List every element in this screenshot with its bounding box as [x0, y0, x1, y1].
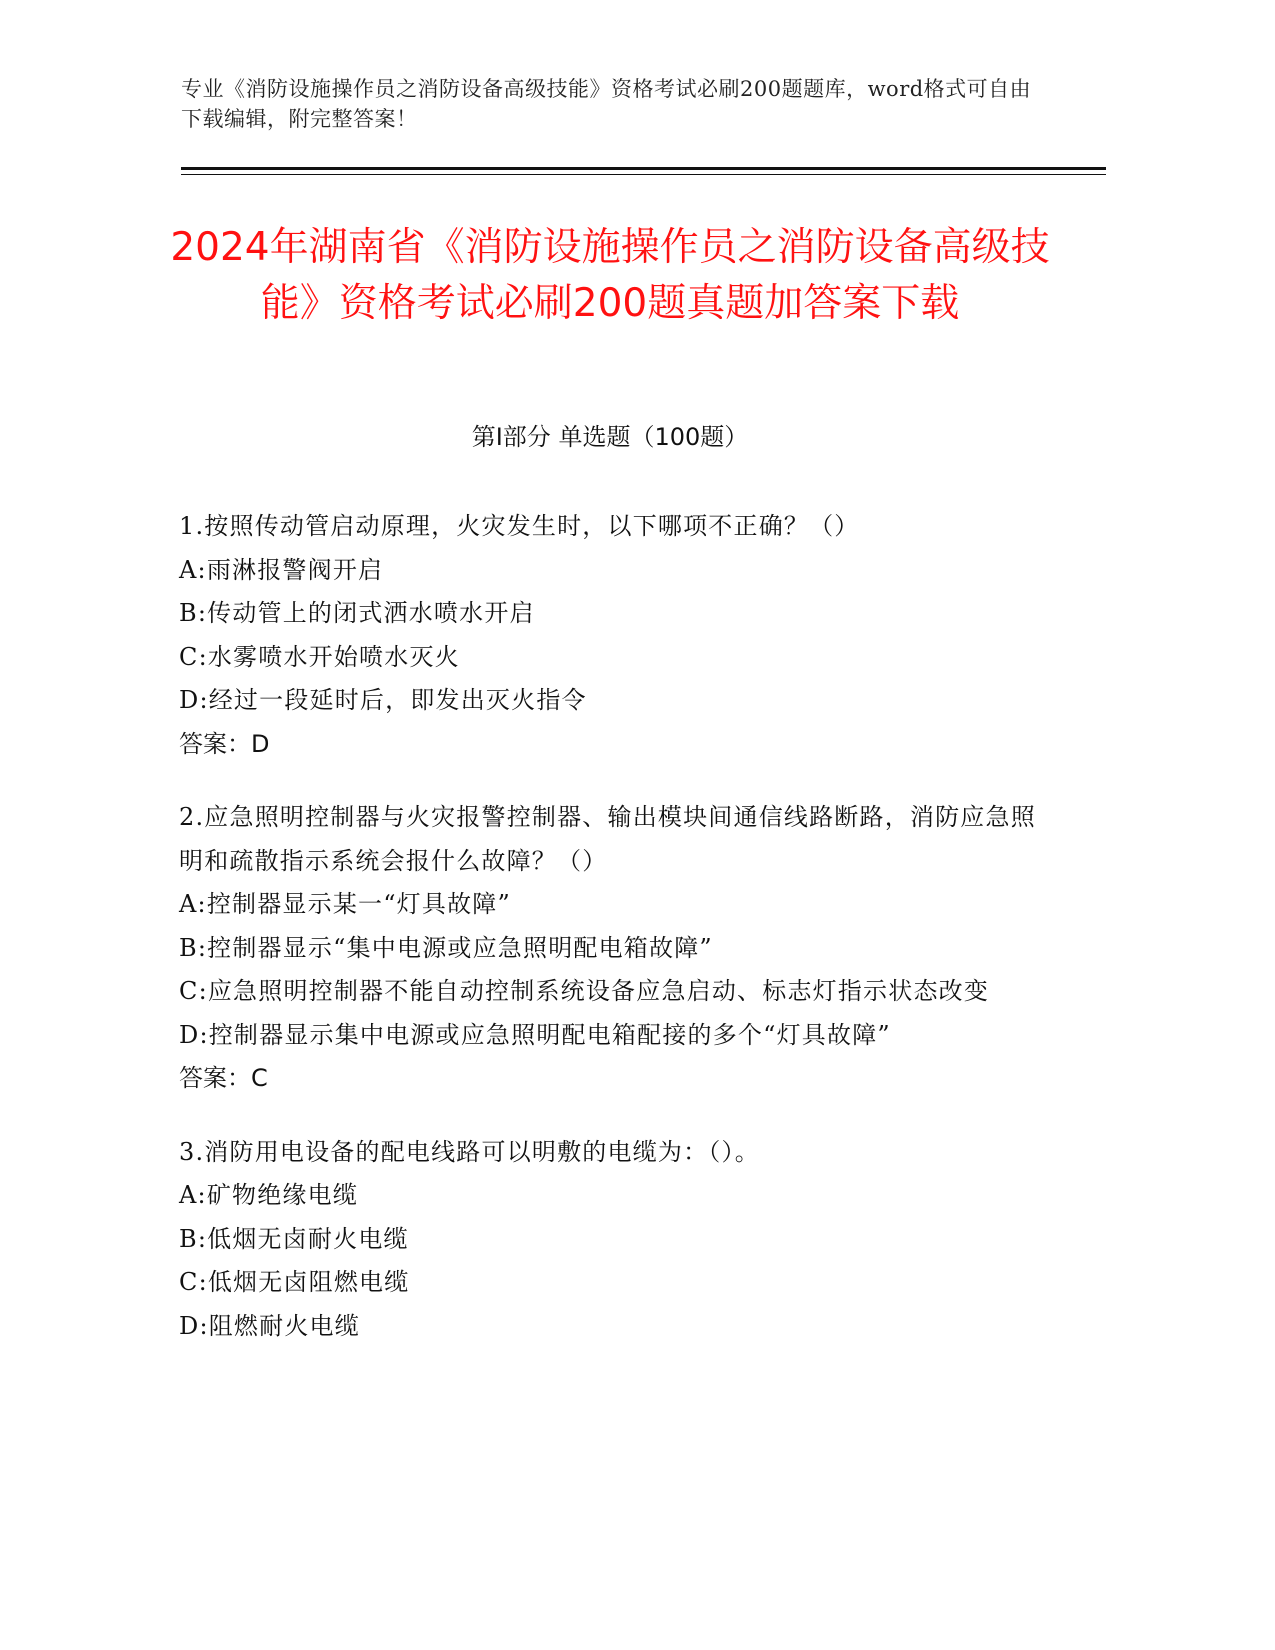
header-rule-thin	[181, 174, 1106, 175]
question-3	[179, 1131, 1039, 1349]
answer-line: 答案：D	[179, 729, 270, 758]
question-1	[179, 505, 1039, 766]
option-a: A:矿物绝缘电缆	[179, 1181, 359, 1209]
option-b: B:控制器显示“集中电源或应急照明配电箱故障”	[179, 933, 713, 962]
option-c: C:低烟无卤阻燃电缆	[179, 1268, 410, 1296]
option-a: A:雨淋报警阀开启	[179, 555, 384, 584]
document-title: 2024年湖南省《消防设施操作员之消防设备高级技能》资格考试必刷200题真题加答案下载	[170, 225, 1050, 326]
option-b: B:低烟无卤耐火电缆	[179, 1224, 409, 1253]
option-a: A:控制器显示某一“灯具故障”	[179, 890, 511, 918]
option-b: B:传动管上的闭式洒水喷水开启	[179, 599, 535, 627]
header-note: 专业《消防设施操作员之消防设备高级技能》资格考试必刷200题题库，word格式可自由下载编辑，附完整答案！	[181, 77, 1032, 131]
question-stem: 1.按照传动管启动原理，火灾发生时，以下哪项不正确？（）	[179, 512, 860, 540]
question-list	[179, 505, 1039, 1378]
option-d: D:阻燃耐火电缆	[179, 1311, 360, 1340]
question-stem: 2.应急照明控制器与火灾报警控制器、输出模块间通信线路断路，消防应急照明和疏散指示系统会报什么故障？（）	[179, 803, 1036, 875]
header-rule-thick	[181, 167, 1106, 170]
answer-line: 答案：C	[179, 1064, 268, 1092]
question-stem: 3.消防用电设备的配电线路可以明敷的电缆为：（）。	[179, 1137, 760, 1166]
question-2	[179, 796, 1039, 1101]
option-c: C:应急照明控制器不能自动控制系统设备应急启动、标志灯指示状态改变	[179, 977, 990, 1005]
option-c: C:水雾喷水开始喷水灭火	[179, 642, 460, 671]
option-d: D:经过一段延时后，即发出灭火指令	[179, 686, 587, 714]
section-heading: 第I部分 单选题（100题）	[471, 423, 749, 451]
option-d: D:控制器显示集中电源或应急照明配电箱配接的多个“灯具故障”	[179, 1020, 891, 1049]
